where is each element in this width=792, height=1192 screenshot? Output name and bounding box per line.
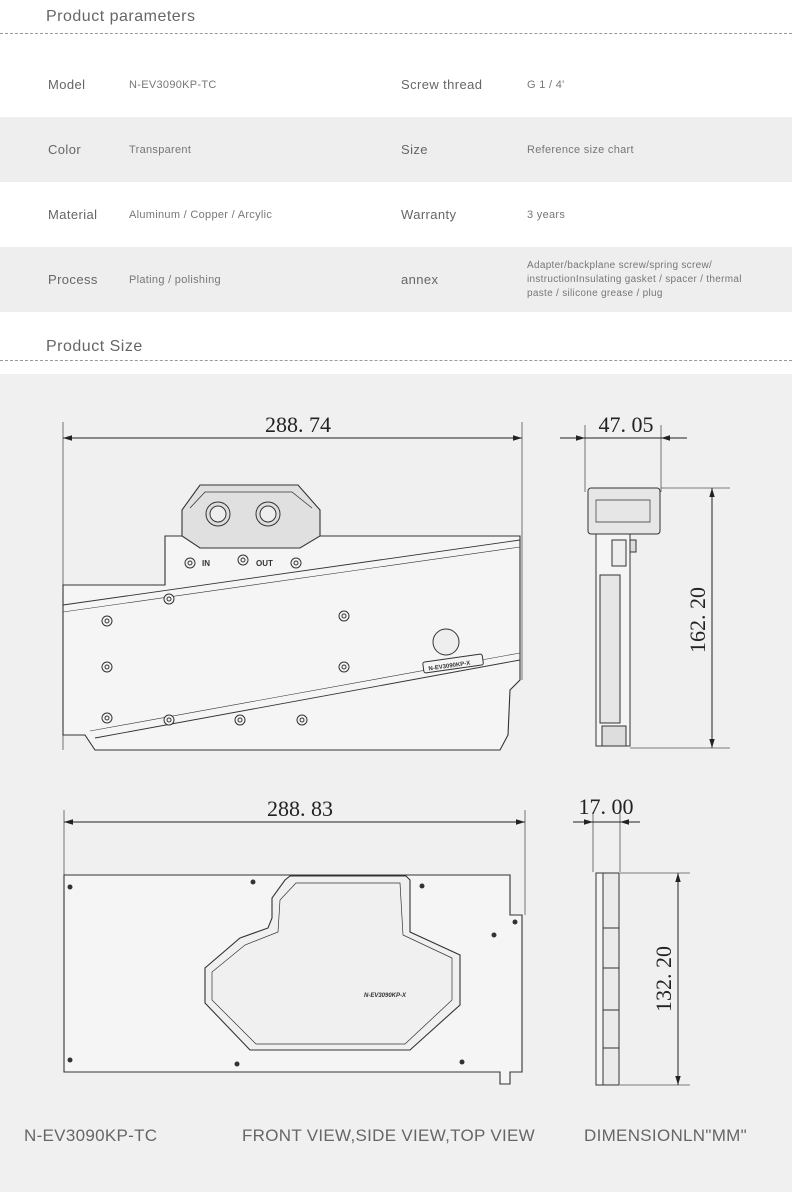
front-view (63, 422, 522, 750)
param-label: Material (48, 207, 98, 222)
param-label: Color (48, 142, 82, 157)
param-value: 3 years (527, 208, 566, 221)
param-value: Plating / polishing (129, 273, 221, 286)
back-height-dimension: 132. 20 (651, 946, 676, 1012)
back-width-dimension: 288. 83 (267, 796, 333, 821)
param-label: Size (401, 142, 428, 157)
param-value: G 1 / 4' (527, 78, 565, 91)
param-value: N-EV3090KP-TC (129, 78, 217, 91)
params-row-model (0, 52, 792, 117)
param-value: Reference size chart (527, 143, 634, 156)
param-label: Warranty (401, 207, 457, 222)
views-caption: FRONT VIEW,SIDE VIEW,TOP VIEW (242, 1126, 536, 1145)
out-port-label: OUT (256, 559, 273, 568)
param-value: Aluminum / Copper / Arcylic (129, 208, 273, 221)
unit-caption: DIMENSIONLN"MM" (584, 1126, 747, 1145)
front-plate-label: N-EV3090KP-X (428, 660, 471, 673)
size-divider (0, 360, 792, 361)
model-caption: N-EV3090KP-TC (24, 1126, 158, 1145)
param-label: annex (401, 272, 439, 287)
params-divider (0, 33, 792, 34)
params-row-color (0, 117, 792, 182)
params-row-process (0, 247, 792, 312)
side-view (560, 425, 730, 748)
params-table (0, 52, 792, 312)
param-value: Adapter/backplane screw/spring screw/ instructionInsulating gasket / spacer / thermal paste / silicone grease / plug (527, 259, 742, 299)
back-view (64, 810, 525, 1084)
params-title: Product parameters (46, 8, 196, 25)
param-label: Model (48, 77, 86, 92)
front-height-dimension: 162. 20 (685, 587, 710, 653)
size-title: Product Size (46, 338, 143, 355)
params-row-material (0, 182, 792, 247)
back-side-width-dimension: 17. 00 (578, 794, 634, 819)
technical-drawing (0, 374, 792, 1192)
front-width-dimension: 288. 74 (265, 412, 331, 437)
back-plate-label: N-EV3090KP-X (364, 993, 407, 999)
side-width-dimension: 47. 05 (598, 412, 654, 437)
param-label: Screw thread (401, 77, 483, 92)
param-value: Transparent (129, 143, 192, 156)
drawing-svg (0, 374, 792, 1192)
in-port-label: IN (202, 559, 210, 568)
param-label: Process (48, 272, 98, 287)
